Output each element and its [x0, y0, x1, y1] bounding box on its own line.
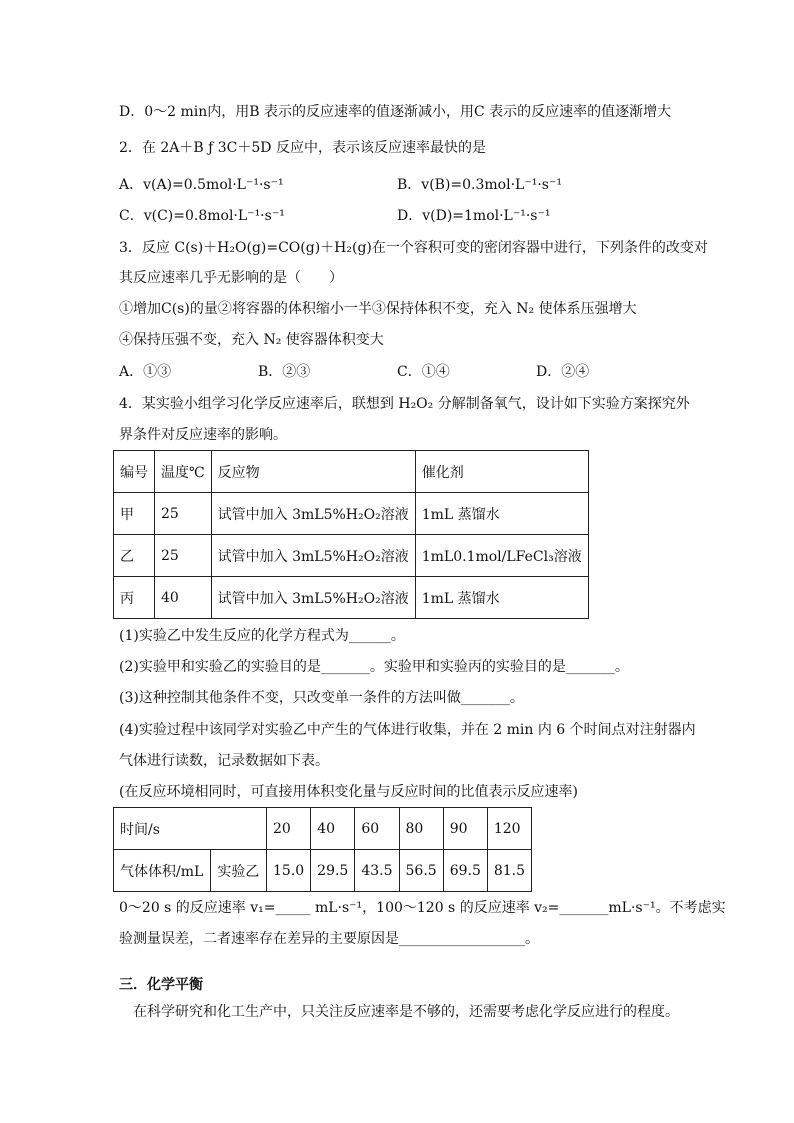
- time-cell: 80: [399, 808, 443, 850]
- table-cell: 25: [155, 535, 212, 577]
- q2-option-b: B．v(B)=0.3mol·L⁻¹·s⁻¹: [397, 177, 562, 193]
- section-intro: 在科学研究和化工生产中，只关注反应速率是不够的，还需要考虑化学反应进行的程度。: [119, 1004, 679, 1020]
- q1-option-d: D．0～2 min内，用B 表示的反应速率的值逐渐减小，用C 表示的反应速率的值逐渐增大: [119, 104, 672, 120]
- table-cell: 丙: [114, 577, 155, 619]
- q3-option-b: B．②③: [258, 364, 311, 380]
- q4-part4-note: (在反应环境相同时，可直接用体积变化量与反应时间的比值表示反应速率): [119, 784, 578, 800]
- header-cell: 温度℃: [155, 451, 212, 493]
- table-row: [114, 493, 589, 535]
- volume-cell: 56.5: [399, 850, 443, 892]
- q4-part1: (1)实验乙中发生反应的化学方程式为______。: [119, 628, 405, 644]
- table-cell: 试管中加入 3mL5%H₂O₂溶液: [211, 535, 415, 577]
- time-cell: 90: [443, 808, 487, 850]
- table-row: [114, 535, 589, 577]
- time-cell: 40: [311, 808, 355, 850]
- time-cell: 20: [267, 808, 311, 850]
- table-cell: 乙: [114, 535, 155, 577]
- table-row: [114, 808, 532, 850]
- volume-cell: 29.5: [311, 850, 355, 892]
- q4-part4-line1: (4)实验过程中该同学对实验乙中产生的气体进行收集，并在 2 min 内 6 个时间点对注射器内: [119, 722, 696, 738]
- q3-option-a: A．①③: [119, 364, 172, 380]
- header-cell: 催化剂: [415, 451, 588, 493]
- section-heading: 三．化学平衡: [119, 977, 203, 993]
- time-cell: 120: [487, 808, 531, 850]
- q2-option-a: A．v(A)=0.5mol·L⁻¹·s⁻¹: [119, 177, 284, 193]
- header-cell: 编号: [114, 451, 155, 493]
- gas-volume-table: [113, 807, 532, 892]
- table-row: [114, 850, 532, 892]
- q3-conditions-line1: ①增加C(s)的量②将容器的体积缩小一半③保持体积不变，充入 N₂ 使体系压强增大: [119, 301, 637, 317]
- table-row: [114, 577, 589, 619]
- q4-stem-line2: 界条件对反应速率的影响。: [119, 427, 287, 443]
- table-cell: 1mL 蒸馏水: [415, 493, 588, 535]
- table-cell: 甲: [114, 493, 155, 535]
- volume-cell: 81.5: [487, 850, 531, 892]
- q2-option-d: D．v(D)=1mol·L⁻¹·s⁻¹: [397, 208, 551, 224]
- q3-stem-line1: 3．反应 C(s)＋H₂O(g)=CO(g)＋H₂(g)在一个容积可变的密闭容器中进行，下列条件的改变对: [119, 240, 708, 256]
- table-cell: 试管中加入 3mL5%H₂O₂溶液: [211, 577, 415, 619]
- time-cell: 60: [355, 808, 399, 850]
- header-cell: 反应物: [211, 451, 415, 493]
- q4-rate-line2: 验测量误差，二者速率存在差异的主要原因是__________________。: [119, 931, 539, 947]
- table-cell: 25: [155, 493, 212, 535]
- volume-cell: 43.5: [355, 850, 399, 892]
- q2-stem: 2．在 2A＋B ƒ 3C＋5D 反应中，表示该反应速率最快的是: [119, 140, 486, 156]
- volume-cell: 15.0: [267, 850, 311, 892]
- experiment-label-cell: 实验乙: [211, 850, 267, 892]
- table-cell: 1mL 蒸馏水: [415, 577, 588, 619]
- q4-part4-line2: 气体进行读数，记录数据如下表。: [119, 753, 329, 769]
- table-header-row: [114, 451, 589, 493]
- experiment-design-table: [113, 450, 589, 619]
- time-label-cell: 时间/s: [114, 808, 267, 850]
- volume-label-cell: 气体体积/mL: [114, 850, 211, 892]
- q3-option-d: D．②④: [536, 364, 590, 380]
- q4-part2: (2)实验甲和实验乙的实验目的是_______。实验甲和实验丙的实验目的是_______。: [119, 659, 629, 675]
- q4-rate-line1: 0～20 s 的反应速率 v₁=_____ mL·s⁻¹，100～120 s 的反应速率 v₂=_______mL·s⁻¹。不考虑实: [119, 900, 726, 916]
- table-cell: 试管中加入 3mL5%H₂O₂溶液: [211, 493, 415, 535]
- q3-option-c: C．①④: [397, 364, 450, 380]
- q3-stem-line2: 其反应速率几乎无影响的是（ ）: [119, 270, 343, 286]
- table-cell: 40: [155, 577, 212, 619]
- table-cell: 1mL0.1mol/LFeCl₃溶液: [415, 535, 588, 577]
- q2-option-c: C．v(C)=0.8mol·L⁻¹·s⁻¹: [119, 208, 285, 224]
- volume-cell: 69.5: [443, 850, 487, 892]
- q4-part3: (3)这种控制其他条件不变，只改变单一条件的方法叫做_______。: [119, 690, 524, 706]
- q3-conditions-line2: ④保持压强不变，充入 N₂ 使容器体积变大: [119, 332, 384, 348]
- q4-stem-line1: 4．某实验小组学习化学反应速率后，联想到 H₂O₂ 分解制备氧气，设计如下实验方案探究外: [119, 396, 690, 412]
